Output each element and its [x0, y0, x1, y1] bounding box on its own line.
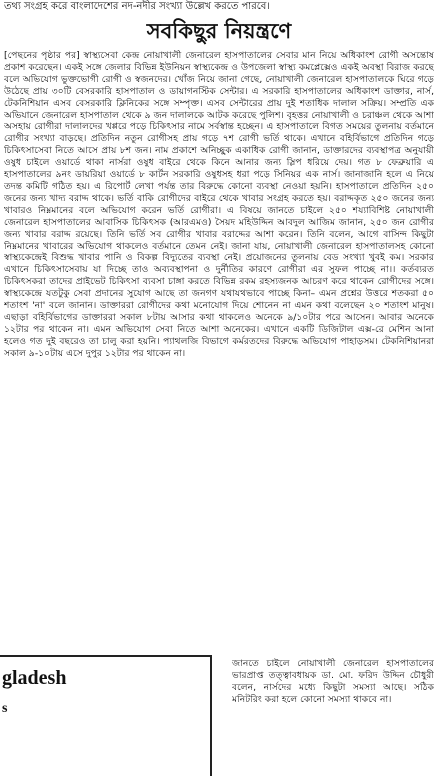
article-headline: সবকিছুর নিয়ন্ত্রণে: [146, 19, 292, 43]
box-subtitle: s: [2, 701, 8, 716]
box-title: gladesh: [2, 667, 67, 689]
article-tail-paragraph: জানতে চাইলে নোয়াখালী জেনারেল হাসপাতালের ভারপ্রাপ্ত তত্ত্বাবধায়ক ডা. মো. ফরিদ উদ্দিন চৌধুরী বলেন, নার্সদের মধ্যে কিছুটা সমস্যা আছে। সঠিক মনিটরিং করা হলে কোনো সমস্যা থাকবে না।: [232, 658, 434, 705]
previous-article-tail: তথ্য সংগ্রহ করে বাংলাদেশের নদ-নদীর সংখ্যা উল্লেখ করতে পারবে।: [4, 1, 270, 12]
article-paragraph: [পেছনের পৃষ্ঠার পর] স্বাস্থ্যসেবা কেন্দ্র নোয়াখালী জেনারেল হাসপাতালের সেবার মান নিয়ে অধিকাংশ রোগী অসন্তোষ প্রকাশ করেছেন। একই সঙ্গে জেলার বিভিন্ন ইউনিয়ন স্বাস্থ্যকেন্দ্র ও উপজেলা স্বাস্থ্য কমপ্লেক্সেও একই অবস্থা বিরাজ করছে বলে অভিযোগ ভুক্তভোগী রোগী ও স্বজনদের। খোঁজ নিয়ে জানা গেছে, নোয়াখালী জেনারেল হাসপাতালকে ঘিরে গড়ে উঠেছে প্রায় ৩০টি বেসরকারি হাসপাতাল ও ডায়াগনস্টিক সেন্টার। এ সরকারি হাসপাতালের অধিকাংশ ডাক্তার, নার্স, টেকনিশিয়ান এসব বেসরকারি ক্লিনিকের সঙ্গে সম্পৃক্ত। এসব সেন্টারের প্রায় দুই শতাধিক দালাল সক্রিয়। সম্প্রতি এক অভিযানে জেনারেল হাসপাতাল থেকে ৯ জন দালালকে আটক করেছে পুলিশ। বৃহত্তর নোয়াখালী ও চরাঞ্চল থেকে আশা অসহায় রোগীরা দালালদের খপ্পরে পড়ে চিকিৎসার নামে সর্বস্বান্ত হচ্ছেন। এ হাসপাতালে বিগত সময়ের তুলনায় বর্তমানে রোগীর সংখ্যা বাড়ছে। প্রতিদিন নতুন রোগীসহ প্রায় গড়ে ৭শ রোগী ভর্তি থাকে। এখানে বহির্বিভাগে প্রতিদিন গড়ে চিকিৎসাসেবা নিতে আসে প্রায় ৮শ জন। নাম প্রকাশে অনিচ্ছুক একাধিক রোগী জানান, ডাক্তারদের ব্যবস্থাপত্র অনুযায়ী ওষুধ চাইলে ওয়ার্ডে থাকা নার্সরা ওষুধ বাইরে থেকে কিনে আনার জন্য স্লিপ ধরিয়ে দেয়। গত ৮ ফেব্রুয়ারি এ হাসপাতালের ৯নং ডায়রিয়া ওয়ার্ডে ৮ কার্টন সরকারি ওষুধসহ ধরা পড়ে সিনিয়র এক নার্স। জানাজানি হলে এ নিয়ে তদন্ত কমিটি গঠিত হয়। এ রিপোর্ট লেখা পর্যন্ত তার বিরুদ্ধে কোনো ব্যবস্থা নেওয়া হয়নি। হাসপাতালে প্রতিদিন ২৫০ জনের জন্য খাদ্য বরাদ্দ থাকে। ভর্তি বাকি রোগীদের বাইরে থেকে খাবার সংগ্রহ করতে হয়। বরাদ্দকৃত ২৫০ জনের জন্য খাবারও নিম্নমানের বলে অভিযোগ করেন ভর্তি রোগীরা। এ বিষয়ে জানতে চাইলে ২৫০ শয্যাবিশিষ্ট নোয়াখালী জেনারেল হাসপাতালের আবাসিক চিকিৎসক (আরএমও) সৈয়দ মহিউদ্দিন আবদুল আজিম জানান, ২৫০ জন রোগীর জন্য খাবার বরাদ্দ রয়েছে। তিনি ভর্তি সব রোগীর খাবার বরাদ্দের আশা করেন। তিনি বলেন, আগে বাসিন্দ কিছুটা নিম্নমানের খাবারের অভিযোগ থাকলেও বর্তমানে তেমন নেই। জানা যায়, নোয়াখালী জেনারেল হাসপাতালসহ কোনো স্বাস্থ্যকেন্দ্রেই বিশুদ্ধ খাবার পানি ও বিকল্প বিদ্যুতের ব্যবস্থা নেই। প্রয়োজনের তুলনায় বেড সংখ্যা খুবই কম। সরকার এখানে চিকিৎসাসেবায় যা দিচ্ছে তাও অব্যবস্থাপনা ও দুর্নীতির কারণে রোগীরা এর সুফল পাচ্ছে না।। কর্তব্যরত চিকিৎসকরা তাদের প্রাইভেট চিকিৎসা ব্যবসা চাঙ্গা করতে বিভিন্ন রকম রহস্যজনক আচরণ করে থাকেন রোগীদের সঙ্গে। স্বাস্থ্যকেন্দ্রে যতটুকু সেবা প্রদানের সুযোগ আছে তা জনগণ যথাযথভাবে পাচ্ছে কিনা– এমন প্রশ্নের উত্তরে শতকরা ৫০ শতাংশ 'না' বলে জানান। ডাক্তাররা রোগীদের কথা মনোযোগ দিয়ে শোনেন না এমন কথা বলেছেন ২০ শতাংশ মানুষ। এছাড়া বহির্বিভাগের ডাক্তাররা সকাল ৮টায় আসার কথা থাকলেও অনেকে ৯/১০টার পরে আসেন। আবার অনেকে ১২টার পর থাকেন না। এমন অভিযোগ সেবা নিতে আশা অনেকের। এখানে একটি ডিজিটাল এক্স-রে মেশিন আনা হলেও গত দুই বছরেও তা চালু করা হয়নি। প্যাথলজি বিভাগে কর্মরতদের বিরুদ্ধে অভিযোগ পাহাড়সম। টেকনিশিয়ানরা সকাল ৯-১০টায় এসে দুপুর ১২টার পর থাকেন না।: [4, 50, 434, 359]
adjacent-box: [0, 655, 212, 776]
article-body: [4, 50, 434, 655]
